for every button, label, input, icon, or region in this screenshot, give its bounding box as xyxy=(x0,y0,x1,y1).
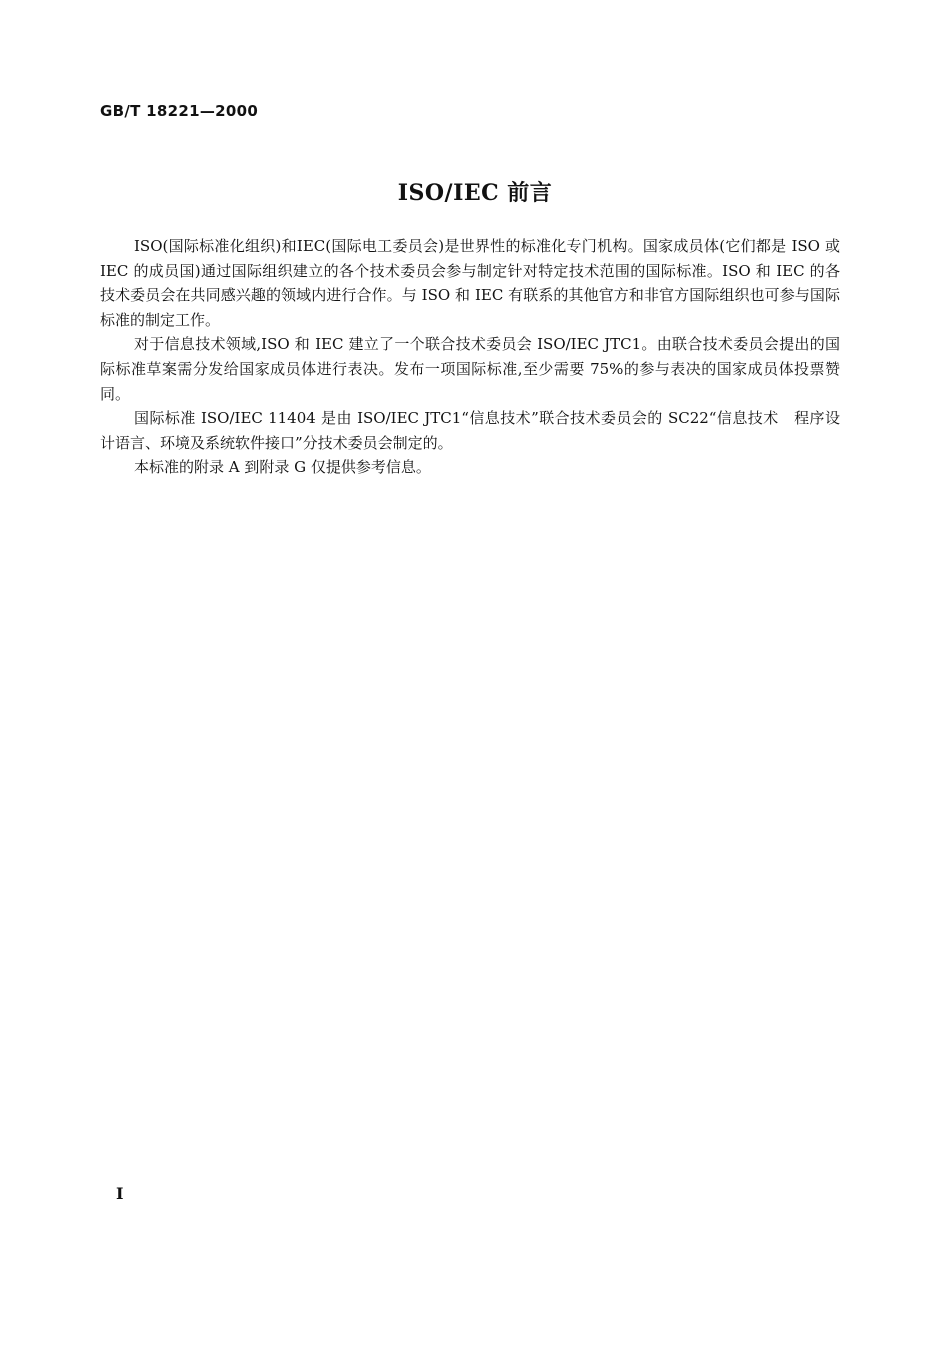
page-title: ISO/IEC 前言 xyxy=(397,180,553,206)
paragraph-jtc1: 对于信息技术领域,ISO 和 IEC 建立了一个联合技术委员会 ISO/IEC JTC1。由联合技术委员会提出的国际标准草案需分发给国家成员体进行表决。发布一项国际标准,至少需要 75%的参与表决的国家成员体投票赞同。 xyxy=(100,335,840,403)
body-text xyxy=(100,234,840,480)
paragraph-iso-iec-11404: 国际标准 ISO/IEC 11404 是由 ISO/IEC JTC1“信息技术”联合技术委员会的 SC22“信息技术 程序设计语言、环境及系统软件接口”分技术委员会制定的。 xyxy=(100,409,840,452)
paragraph-appendix-note: 本标准的附录 A 到附录 G 仅提供参考信息。 xyxy=(134,458,431,477)
paragraph-iso-iec-intro: ISO(国际标准化组织)和IEC(国际电工委员会)是世界性的标准化专门机构。国家成员体(它们都是 ISO 或 IEC 的成员国)通过国际组织建立的各个技术委员会参与制定针对特定技术范围的国际标准。ISO 和 IEC 的各技术委员会在共同感兴趣的领域内进行合作。与 ISO 和 IEC 有联系的其他官方和非官方国际组织也可参与国际标准的制定工作。 xyxy=(100,237,840,329)
page-number: I xyxy=(116,1184,124,1203)
standard-code: GB/T 18221—2000 xyxy=(100,102,259,120)
